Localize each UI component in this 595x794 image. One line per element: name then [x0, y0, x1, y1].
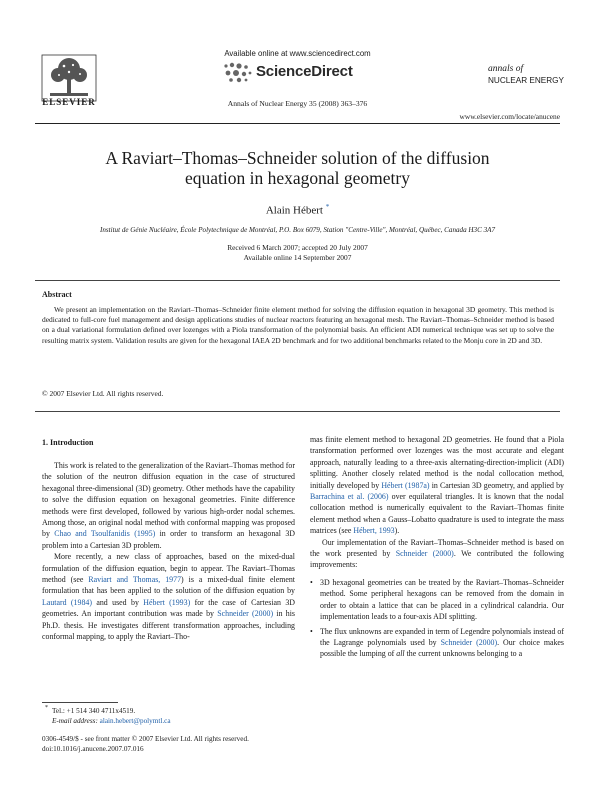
- ref-lautard[interactable]: Lautard (1984): [42, 597, 92, 607]
- publisher-name: ELSEVIER: [42, 97, 96, 107]
- intro-paragraph-2: More recently, a new class of approaches, based on the mixed-dual formulation of the diffusion equation, begin to appear. The Raviart–Thomas method (see Raviart and Thomas, 1977) is a mixed-dual finite element formulation that has been applied to the solution of the diffusion equation by Lautard (1984) and used by Hébert (1993) for the case of Cartesian 3D geometries. An important contribution was made by Schneider (2000) in his Ph.D. thesis. He investigates different transformation approaches, including conformal mapping, to apply the Raviart–Tho-: [42, 552, 296, 642]
- intro-paragraph-4: Our implementation of the Raviart–Thomas–Schneider method is based on the work presented by Schneider (2000). We contributed the following improvements:: [310, 537, 564, 570]
- journal-logo-line1: annals of: [488, 64, 524, 74]
- ref-chao-tsoulfanidis[interactable]: Chao and Tsoulfanidis (1995): [54, 529, 156, 539]
- journal-logo-line2: NUCLEAR ENERGY: [488, 76, 564, 85]
- issn-line: 0306-4549/$ - see front matter © 2007 Elsevier Ltd. All rights reserved.: [42, 735, 249, 743]
- journal-citation: Annals of Nuclear Energy 35 (2008) 363–376: [227, 99, 368, 108]
- section-heading-introduction: 1. Introduction: [42, 438, 94, 447]
- sciencedirect-dots-icon: [222, 62, 254, 84]
- online-date: Available online 14 September 2007: [243, 253, 352, 262]
- left-column: [42, 460, 295, 643]
- author-footnote-mark[interactable]: *: [325, 203, 330, 211]
- author-affiliation: Institut de Génie Nucléaire, École Polytechnique de Montréal, P.O. Box 6079, Station "Centre-Ville", Montréal, Québec, Canada H3C 3A7: [99, 226, 496, 234]
- footnote-email: E-mail address: alain.hebert@polymtl.ca: [52, 717, 171, 725]
- received-dates: Received 6 March 2007; accepted 20 July 2007: [227, 243, 368, 252]
- abstract-copyright: © 2007 Elsevier Ltd. All rights reserved.: [42, 389, 164, 398]
- abstract-top-divider: [35, 280, 560, 281]
- ref-schneider-2000[interactable]: Schneider (2000): [217, 609, 274, 619]
- right-column: [310, 434, 564, 663]
- title-line-2: equation in hexagonal geometry: [185, 168, 410, 188]
- sciencedirect-wordmark: ScienceDirect: [256, 63, 353, 80]
- doi-line[interactable]: doi:10.1016/j.anucene.2007.07.016: [42, 745, 144, 753]
- intro-paragraph-3: mas finite element method to hexagonal 2D geometries. He found that a Piola transformation performed over lozenges was the most accurate and elegant approach, naturally leading to a three-axis alternating-direction-implicit (ADI) splitting. Another closely related method is the nodal collocation method, initially developed by Hébert (1987a) in Cartesian 3D geometry, and applied by Barrachina et al. (2006) over equilateral triangles. It is known that the nodal collocation method is numerically equivalent to the Raviart–Thomas finite element method when a Gauss–Lobatto quadrature is used to integrate the mass matrices (see Hébert, 1993).: [310, 435, 565, 536]
- ref-raviart-thomas[interactable]: Raviart and Thomas, 1977: [88, 575, 182, 585]
- header-divider: [35, 123, 560, 124]
- author-line: [0, 203, 595, 217]
- footnote-telephone: * Tel.: +1 514 340 4711x4519.: [45, 705, 136, 715]
- author-email-link[interactable]: alain.hebert@polymtl.ca: [99, 717, 171, 725]
- intro-paragraph-1: This work is related to the generalization of the Raviart–Thomas method for the solution of the neutron diffusion equation in the case of structured hexagonal three-dimensional (3D) geometry. Other methods have the capability to solve the diffusion equation on hexagonal geometries. Finite difference methods were first developed, followed by various high-order nodal schemes. Among those, an original nodal method with conformal mapping was proposed by Chao and Tsoulfanidis (1995) in order to transform an hexagonal 3D problem into a Cartesian 3D problem.: [42, 461, 295, 550]
- ref-hebert-1987a[interactable]: Hébert (1987a): [381, 480, 430, 490]
- ref-hebert-1993b[interactable]: Hébert, 1993: [353, 526, 395, 536]
- list-item: • 3D hexagonal geometries can be treated by the Raviart–Thomas–Schneider method. Some peripheral hexagons can be removed from the domain in order to obtain a lattice that can be placed in a cylindrical calandria. Our implementation leads to a four-axis ADI splitting.: [310, 577, 564, 623]
- footnote-divider: [42, 702, 118, 703]
- improvements-list: [310, 577, 564, 660]
- abstract-heading: Abstract: [42, 290, 72, 299]
- title-line-1: A Raviart–Thomas–Schneider solution of the diffusion: [105, 148, 490, 168]
- ref-schneider-2000c[interactable]: Schneider (2000): [440, 637, 498, 647]
- ref-hebert-1993[interactable]: Hébert (1993): [143, 597, 191, 607]
- article-title: [60, 148, 535, 188]
- ref-barrachina[interactable]: Barrachina et al. (2006): [310, 492, 389, 502]
- available-online-text[interactable]: Available online at www.sciencedirect.com: [224, 49, 371, 58]
- abstract-bottom-divider: [35, 411, 560, 412]
- list-item: • The flux unknowns are expanded in term of Legendre polynomials instead of the Lagrange polynomials used by Schneider (2000). Our choice makes possible the lumping of all the current unknowns belonging to a: [310, 626, 564, 660]
- ref-schneider-2000b[interactable]: Schneider (2000): [395, 549, 454, 559]
- author-name: Alain Hébert: [265, 204, 323, 217]
- abstract-body: We present an implementation on the Raviart–Thomas–Schneider finite element method for solving the diffusion equation in hexagonal 3D geometry. This method is dedicated to full-core fuel management and design applications studies of nuclear reactors featuring an hexagonal mesh. The Raviart–Thomas–Schneider method is based on a dual variational formulation defined over lozenges with a Piola transformation of the polynomial basis. An efficient ADI numerical technique was set up to solve the resulting matrix system. Validation results are given for the hexagonal IAEA 2D benchmark and for two additional benchmarks related to the Monju core in 2D and 3D.: [42, 305, 554, 345]
- journal-url-link[interactable]: www.elsevier.com/locate/anucene: [459, 112, 560, 121]
